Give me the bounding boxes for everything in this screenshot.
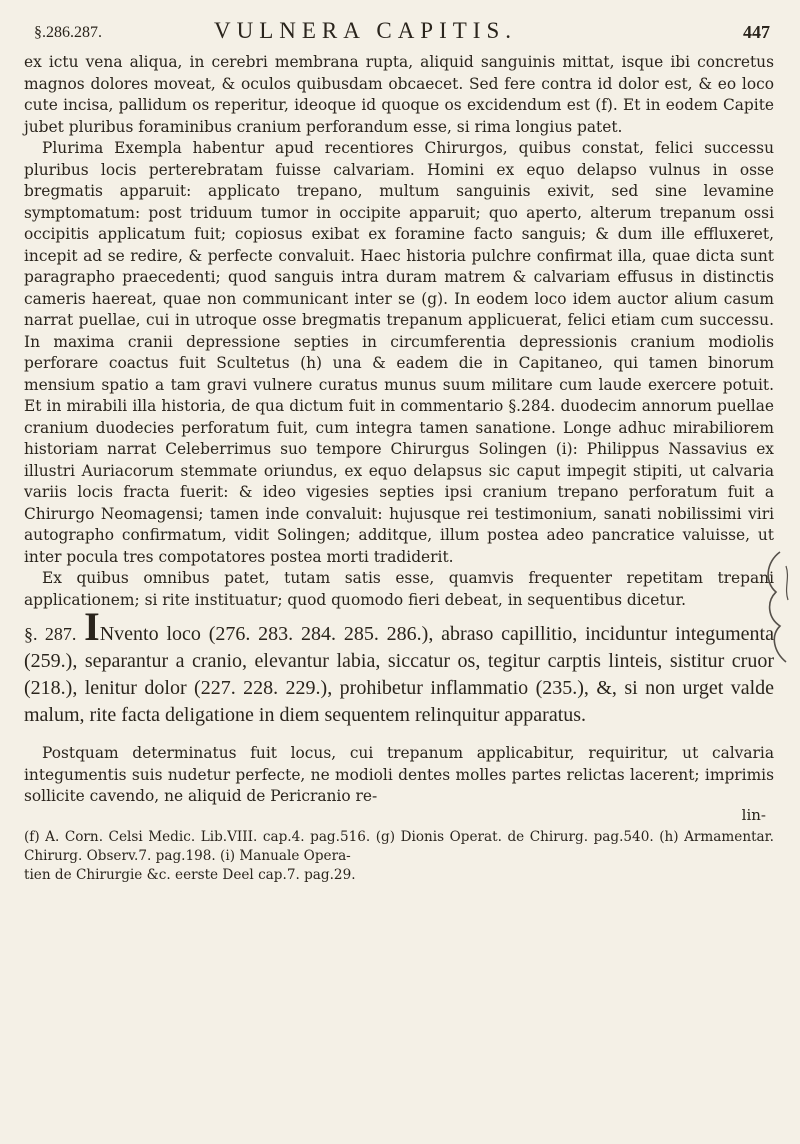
- commentary-287: Postquam determinatus fuit locus, cui trepanum applicabitur, requiritur, ut calvaria integumentis suis nudetur perfecte, ne modioli dentes molles partes relictas lacerent; imprimis sollicite cavendo, ne aliquid de Pericranio re-: [24, 744, 774, 805]
- paragraph-conclusion: Ex quibus omnibus patet, tutam satis esse, quamvis frequenter repetitam trepani applicationem; si rite instituatur; quod quomodo fieri debeat, in sequentibus dicetur.: [24, 569, 774, 609]
- aphorism-text: Nvento loco (276. 283. 284. 285. 286.), abraso capillitio, inciduntur integumenta (259.), separantur a cranio, elevantur labia, siccatur os, tegitur carptis linteis, sistitur cruor (218.), lenitur dolor (227. 228. 229.), prohibetur inflammatio (235.), &, si non urget valde malum, rite facta deligatione in diem sequentem relinquitur apparatus.: [24, 623, 774, 726]
- commentary-text: [24, 52, 774, 611]
- paragraph-continued: ex ictu vena aliqua, in cerebri membrana rupta, aliquid sanguinis mittat, isque ibi concretus magnos dolores moveat, & oculos quibusdam obcaecet. Sed fere contra id dolor est, & eo loco cute incisa, pallidum os reperitur, ideoque id quoque os excidendum est (f). Et in eodem Capite jubet pluribus foraminibus cranium perforandum esse, si rima longius patet.: [24, 53, 774, 136]
- aphorism-287: [24, 604, 774, 729]
- catchword: lin-: [741, 805, 766, 824]
- margin-doodle: [760, 548, 798, 668]
- aphorism-number: §. 287.: [24, 624, 77, 644]
- paragraph-examples: Plurima Exempla habentur apud recentiores Chirurgos, quibus constat, felici successu pluribus locis perterebratam fuisse calvariam. Homini ex equo delapso vulnus in osse bregmatis apparuit: applicato trepano, multum sanguinis exivit, sed sine levamine symptomatum: post triduum tumor in occipite apparuit; quo aperto, alterum trepanum ossi occipitis applicatum fuit; copiosus exibat ex foramine facto sanguis; & dum ille effluxeret, incepit ad se redire, & perfecte convaluit. Haec historia pulchre confirmat illa, quae dicta sunt paragrapho praecedenti; quod sanguis intra duram matrem & calvariam effusus in distinctis cameris haereat, quae non communicant inter se (g). In eodem loco idem auctor alium casum narrat puellae, cui in utroque osse bregmatis trepanum applicuerat, felici etiam cum successu. In maxima cranii depressione septies in circumferentia depressionis cranium modiolis perforare coactus fuit Scultetus (h) una & eadem die in Capitaneo, qui tamen binorum mensium spatio a tam gravi vulnere curatus munus suum militare cum laude exercere potuit. Et in mirabili illa historia, de qua dictum fuit in commentario §.284. duodecim annorum puellae cranium duodecies perforatum fuit, cum integra tamen sanatione. Longe adhuc mirabiliorem historiam narrat Celeberrimus suo tempore Chirurgus Solingen (i): Philippus Nassavius ex illustri Auriacorum stemmate oriundus, ex equo delapsus sic caput impegit stipiti, ut calvaria variis locis fracta fuerit: & ideo vigesies septies ipsi cranium trepano perforatum fuit a Chirurgo Neomagensi; tamen inde convaluit: hujusque rei testimonium, sanati nobilissimi viri autographo confirmatum, vidit Solingen; additque, illum postea adeo pancratice valuisse, ut inter pocula tres compotatores postea morti tradiderit.: [24, 139, 774, 566]
- header-section-ref: §.286.287.: [34, 24, 102, 41]
- header-title: VULNERA CAPITIS.: [214, 18, 518, 43]
- drop-cap: I: [84, 604, 100, 649]
- book-page: [24, 18, 774, 885]
- running-header: [24, 18, 774, 52]
- footnote-line-2: tien de Chirurgie &c. eerste Deel cap.7. pag.29.: [24, 866, 356, 883]
- page-number: 447: [743, 22, 770, 42]
- footnotes: [24, 828, 774, 885]
- footnote-line-1: (f) A. Corn. Celsi Medic. Lib.VIII. cap.4. pag.516. (g) Dionis Operat. de Chirurg. pag.540. (h) Armamentar. Chirurg. Observ.7. pag.198. (i) Manuale Opera-: [24, 828, 774, 864]
